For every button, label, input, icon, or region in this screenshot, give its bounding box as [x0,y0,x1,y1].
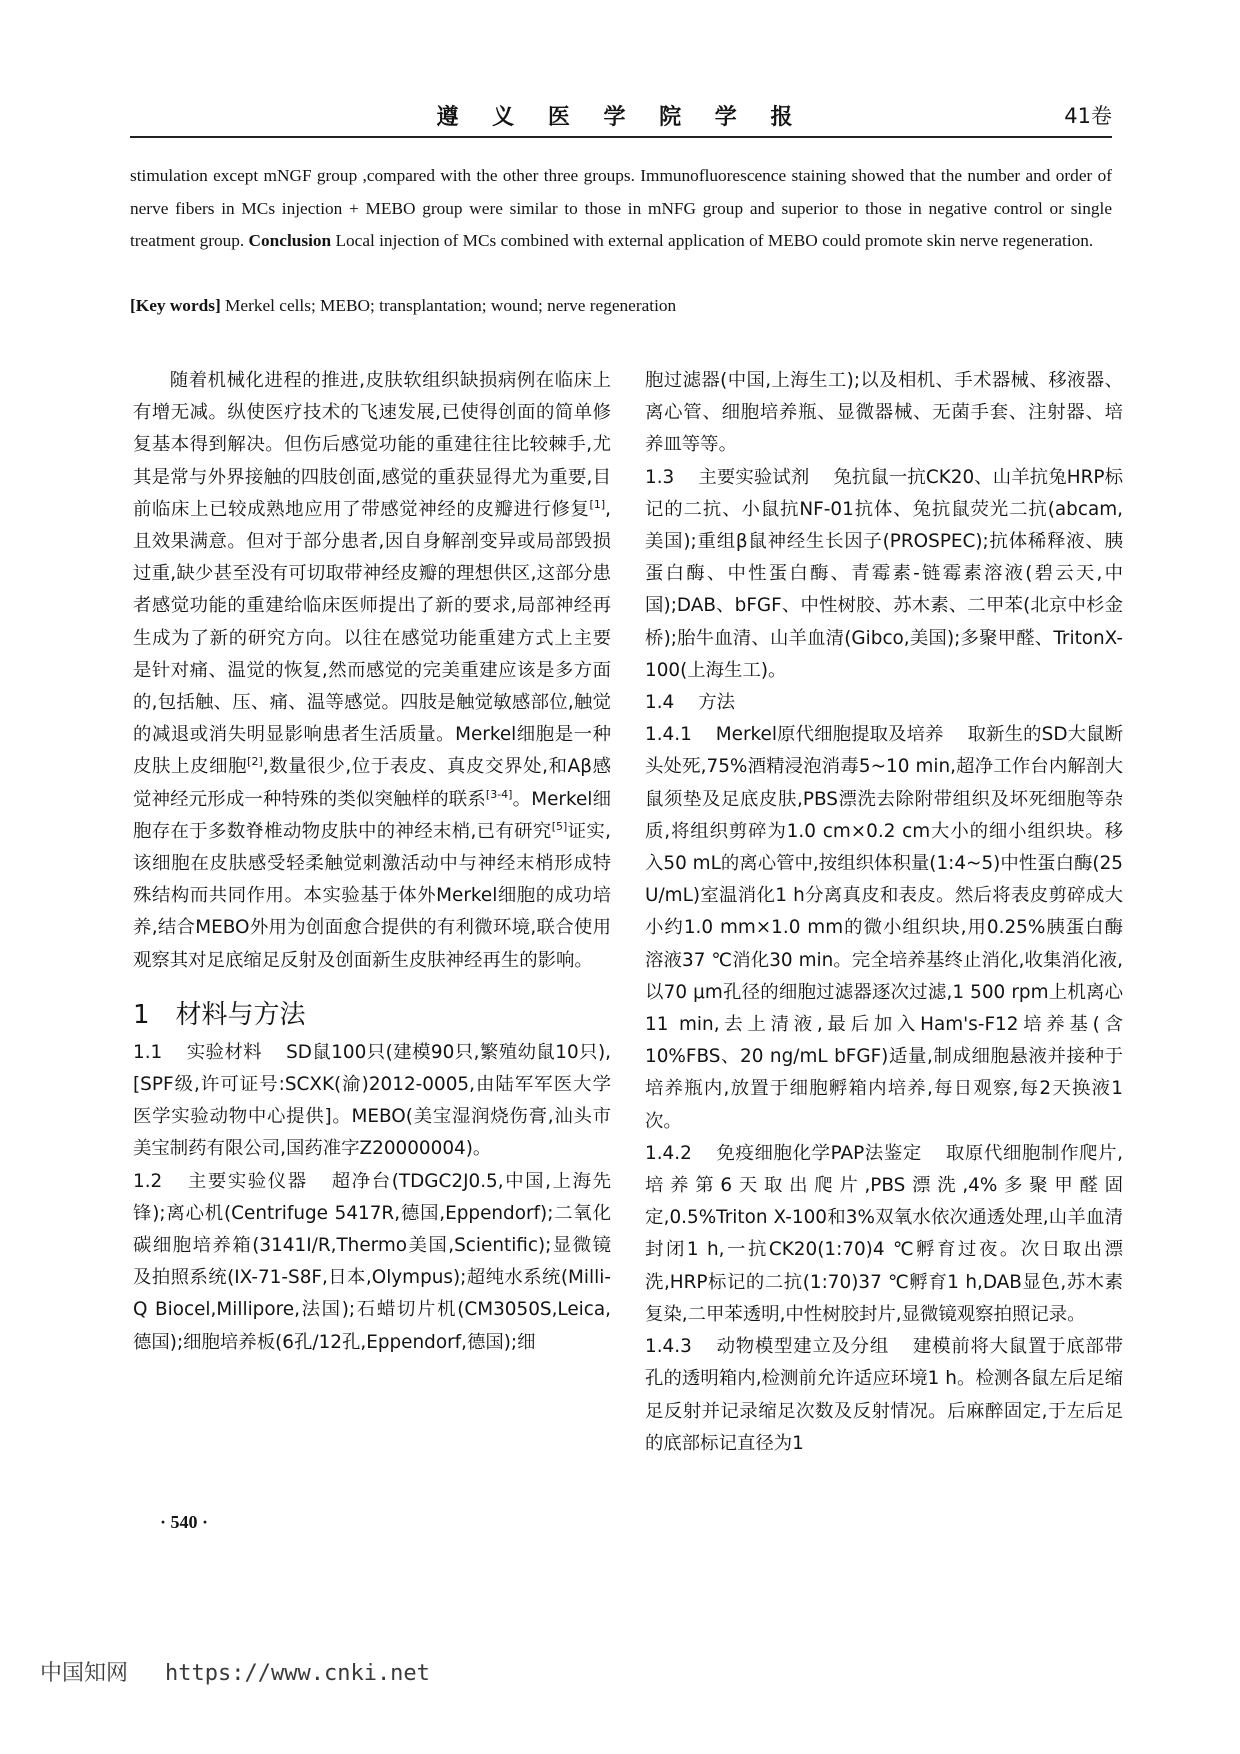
subsection-number: 1.1 [133,1041,163,1063]
subsection-1-1 [133,1037,611,1166]
subsection-title: 免疫细胞化学PAP法鉴定 [715,1142,922,1164]
subsection-title: Merkel原代细胞提取及培养 [715,724,944,746]
subsection-1-3 [645,462,1123,687]
header-rule [130,136,1112,138]
subsection-text: SD鼠100只(建模90只,繁殖幼鼠10只),[SPF级,许可证号:SCXK(渝)2012-0005,由陆军军医大学医学实验动物中心提供]。MEBO(美宝湿润烧伤膏,汕头市美宝制药有限公司,国药准字Z20000004)。 [133,1041,611,1160]
footer-watermark [40,1656,430,1687]
left-column [133,365,611,1359]
cnki-url: https://www.cnki.net [165,1661,430,1686]
intro-paragraph [133,365,611,977]
subsection-text: 超净台(TDGC2J0.5,中国,上海先锋);离心机(Centrifuge 5417R,德国,Eppendorf);二氧化碳细胞培养箱(3141I/R,Thermo美国,Scientific);显微镜及拍照系统(IX-71-S8F,日本,Olympus);超纯水系统(Milli-Q Biocel,Millipore,法国);石蜡切片机(CM3050S,Leica,德国);细胞培养板(6孔/12孔,Eppendorf,德国);细 [133,1170,611,1353]
citation-ref: [5] [551,819,568,833]
continued-text: 胞过滤器(中国,上海生工);以及相机、手术器械、移液器、离心管、细胞培养瓶、显微器械、无菌手套、注射器、培养皿等等。 [645,370,1123,456]
keywords-label: [Key words] [130,296,221,315]
subsection-title: 主要实验仪器 [186,1170,308,1192]
volume-label: 41卷 [1064,104,1112,128]
subsection-text: 建模前将大鼠置于底部带孔的透明箱内,检测前允许适应环境1 h。检测各鼠左后足缩足反射并记录缩足次数及反射情况。后麻醉固定,于左后足的底部标记直径为1 [645,1336,1123,1454]
keywords-text: Merkel cells; MEBO; transplantation; wound; nerve regeneration [225,296,677,315]
conclusion-text: Local injection of MCs combined with external application of MEBO could promote skin nerve regeneration. [335,231,1094,250]
section-number: 1 [133,999,150,1030]
cnki-logo-text: 中国知网 [40,1661,129,1686]
keywords [130,290,1112,322]
subsection-text: 取新生的SD大鼠断头处死,75%酒精浸泡消毒5~10 min,超净工作台内解剖大鼠须垫及足底皮肤,PBS漂洗去除附带组织及坏死细胞等杂质,将组织剪碎为1.0 cm×0.2 cm大小的细小组织块。移入50 mL的离心管中,按组织体积量(1:4~5)中性蛋白酶(25 U/mL)室温消化1 h分离真皮和表皮。然后将表皮剪碎成大小约1.0 mm×1.0 mm的微小组织块,用0.25%胰蛋白酶溶液37 ℃消化30 min。完全培养基终止消化,收集消化液,以70 μm孔径的细胞过滤器逐次过滤,1 500 rpm上机离心11 min,去上清液,最后加入Ham's-F12培养基(含10%FBS、20 ng/mL bFGF)适量,制成细胞悬液并接种于培养瓶内,放置于细胞孵箱内培养,每日观察,每2天换液1次。 [645,724,1123,1132]
citation-ref: [2] [247,755,263,769]
citation-ref: [3-4] [485,787,513,801]
subsection-1-4-2 [645,1138,1123,1331]
subsection-title: 动物模型建立及分组 [715,1336,889,1358]
citation-ref: [1] [589,497,606,511]
abstract-results: stimulation except mNGF group ,compared with the other three groups. Immunofluorescence staining showed that the number and order of nerve fibers in MCs injection + MEBO group were similar to those in mNFG group and superior to those in negative control or single treatment group. [130,166,1112,250]
running-header [130,92,1112,138]
subsection-number: 1.4.1 [645,724,692,746]
intro-text-2: ,且效果满意。但对于部分患者,因自身解剖变异或局部毁损过重,缺少甚至没有可切取带神经皮瓣的理想供区,这部分患者感觉功能的重建给临床医师提出了新的要求,局部神经再生成为了新的研究方向。以往在感觉功能重建方式上主要是针对痛、温觉的恢复,然而感觉的完美重建应该是多方面的,包括触、压、痛、温等感觉。四肢是触觉敏感部位,触觉的减退或消失明显影响患者生活质量。Merkel细胞是一种皮肤上皮细胞 [133,498,611,778]
conclusion-label: Conclusion [248,231,332,250]
subsection-number: 1.4 [645,692,675,714]
section-heading [133,995,611,1035]
subsection-text: 取原代细胞制作爬片,培养第6天取出爬片,PBS漂洗,4%多聚甲醛固定,0.5%Triton X-100和3%双氧水依次通透处理,山羊血清封闭1 h,一抗CK20(1:70)4 ℃孵育过夜。次日取出漂洗,HRP标记的二抗(1:70)37 ℃孵育1 h,DAB显色,苏木素复染,二甲苯透明,中性树胶封片,显微镜观察拍照记录。 [645,1142,1123,1325]
section-title: 材料与方法 [175,999,306,1030]
subsection-1-2 [133,1166,611,1359]
subsection-title: 实验材料 [186,1041,263,1063]
abstract-text [130,160,1112,258]
right-column [645,365,1123,1460]
subsection-title: 主要实验试剂 [698,466,810,488]
subsection-number: 1.2 [133,1170,163,1192]
subsection-1-4 [645,687,1123,719]
subsection-number: 1.4.3 [645,1336,692,1358]
subsection-title: 方法 [698,692,736,714]
subsection-text: 兔抗鼠一抗CK20、山羊抗兔HRP标记的二抗、小鼠抗NF-01抗体、兔抗鼠荧光二抗(abcam,美国);重组β鼠神经生长因子(PROSPEC);抗体稀释液、胰蛋白酶、中性蛋白酶、青霉素-链霉素溶液(碧云天,中国);DAB、bFGF、中性树胶、苏木素、二甲苯(北京中杉金桥);胎牛血清、山羊血清(Gibco,美国);多聚甲醛、TritonX-100(上海生工)。 [645,466,1123,681]
page-number: · 540 · [160,1512,209,1532]
intro-text-3: ,数量很少,位于表皮、真皮交界处,和Aβ感觉神经元形成一种特殊的类似突触样的联系 [133,756,611,810]
intro-text-4: 。Merkel细胞存在于多数脊椎动物皮肤中的神经末梢,已有研究 [133,788,611,842]
journal-title: 遵 义 医 学 院 学 报 [436,105,806,130]
subsection-number: 1.3 [645,466,675,488]
subsection-1-4-1 [645,719,1123,1138]
subsection-1-4-3 [645,1331,1123,1460]
subsection-number: 1.4.2 [645,1142,692,1164]
intro-text-5: 证实,该细胞在皮肤感受轻柔触觉刺激活动中与神经末梢形成特殊结构而共同作用。本实验基于体外Merkel细胞的成功培养,结合MEBO外用为创面愈合提供的有利微环境,联合使用观察其对足底缩足反射及创面新生皮肤神经再生的影响。 [133,820,611,971]
intro-text-1: 随着机械化进程的推进,皮肤软组织缺损病例在临床上有增无减。纵使医疗技术的飞速发展,已使得创面的简单修复基本得到解决。但伤后感觉功能的重建往往比较棘手,尤其是常与外界接触的四肢创面,感觉的重获显得尤为重要,目前临床上已较成熟地应用了带感觉神经的皮瓣进行修复 [133,370,611,520]
